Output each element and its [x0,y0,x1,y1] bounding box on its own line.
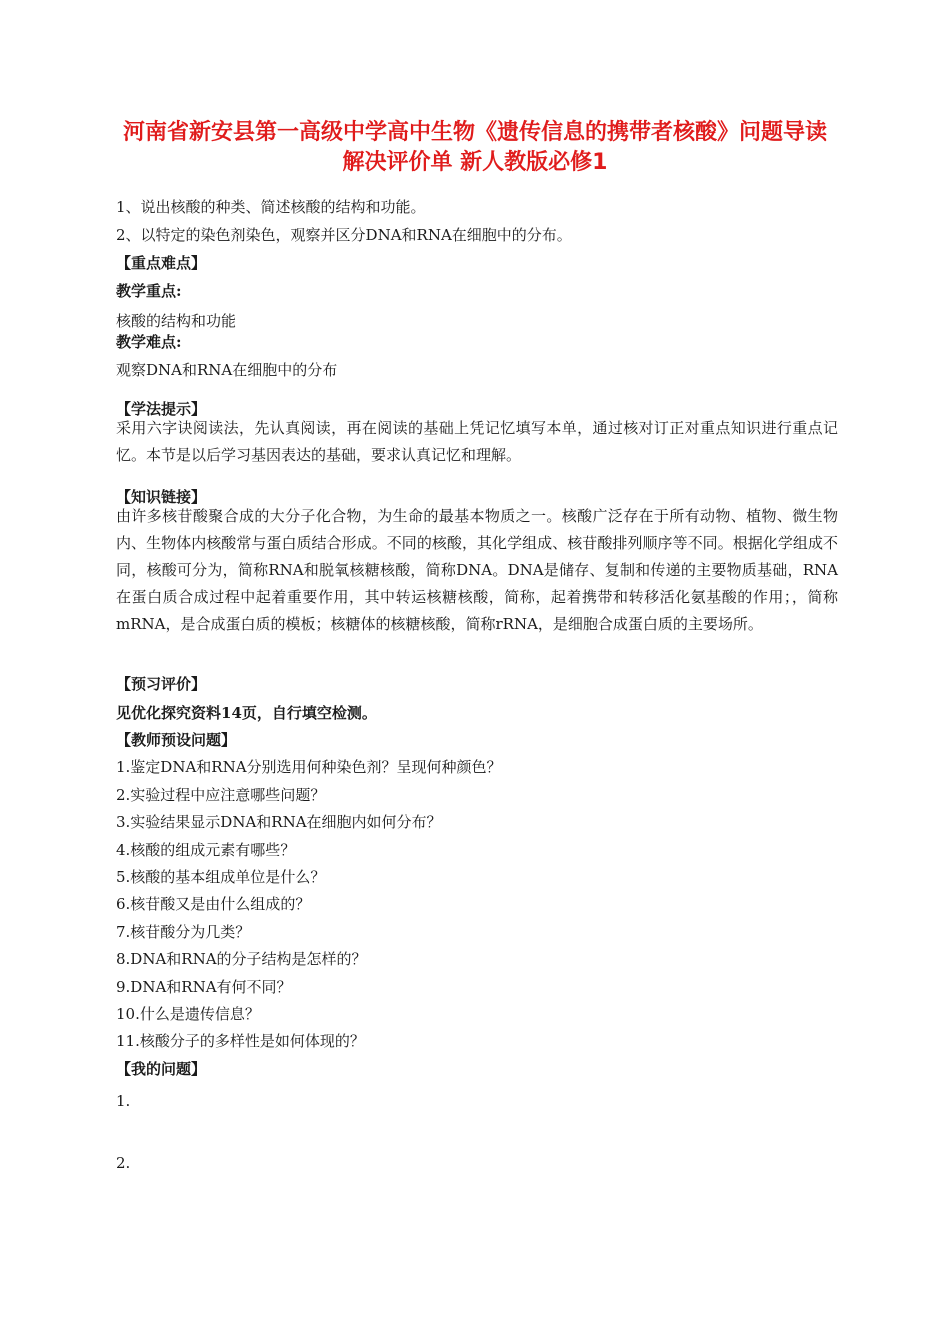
question-3: 3.实验结果显示DNA和RNA在细胞内如何分布？ [116,813,442,831]
preview-heading: 【预习评价】 [116,675,207,693]
question-4: 4.核酸的组成元素有哪些？ [116,841,296,859]
teacher-questions-heading: 【教师预设问题】 [116,731,237,749]
difficult-text: 观察DNA和RNA在细胞中的分布 [116,361,338,379]
objective-1: 1、说出核酸的种类、简述核酸的结构和功能。 [116,198,426,216]
question-10: 10.什么是遗传信息？ [116,1005,260,1023]
key-text: 核酸的结构和功能 [116,312,237,330]
knowledge-text: 由许多核苷酸聚合成的大分子化合物，为生命的最基本物质之一。核酸广泛存在于所有动物、植物、微生物内、生物体内核酸常与蛋白质结合形成。不同的核酸，其化学组成、核苷酸排列顺序等不同。根据化学组成不同，核酸可分为，简称RNA和脱氧核糖核酸，简称DNA。DNA是储存、复制和传递的主要物质基础，RNA在蛋白质合成过程中起着重要作用，其中转运核糖核酸，简称，起着携带和转移活化氨基酸的作用；，简称mRNA，是合成蛋白质的模板；核糖体的核糖核酸，简称rRNA，是细胞合成蛋白质的主要场所。 [116,507,838,633]
question-8: 8.DNA和RNA的分子结构是怎样的？ [116,950,367,968]
my-question-1: 1. [116,1092,131,1110]
question-11: 11.核酸分子的多样性是如何体现的？ [116,1032,365,1050]
title-line-1: 河南省新安县第一高级中学高中生物《遗传信息的携带者核酸》问题导读 [122,120,827,145]
study-tips-text: 采用六字诀阅读法，先认真阅读，再在阅读的基础上凭记忆填写本单，通过核对订正对重点知识进行重点记忆。本节是以后学习基因表达的基础，要求认真记忆和理解。 [116,419,838,464]
question-7: 7.核苷酸分为几类？ [116,923,251,941]
objective-2: 2、以特定的染色剂染色，观察并区分DNA和RNA在细胞中的分布。 [116,226,572,244]
study-tips-heading: 【学法提示】 [116,400,207,418]
key-label: 教学重点: [116,282,182,300]
document-title [100,118,850,178]
difficult-label: 教学难点: [116,333,182,351]
title-line-2: 解决评价单 新人教版必修1 [342,150,608,175]
my-question-2: 2. [116,1154,131,1172]
my-questions-heading: 【我的问题】 [116,1060,207,1078]
question-5: 5.核酸的基本组成单位是什么？ [116,868,326,886]
knowledge-heading: 【知识链接】 [116,488,207,506]
question-1: 1.鉴定DNA和RNA分别选用何种染色剂？呈现何种颜色？ [116,758,502,776]
key-difficult-heading: 【重点难点】 [116,254,207,272]
preview-text: 见优化探究资料14页，自行填空检测。 [116,704,377,722]
question-6: 6.核苷酸又是由什么组成的？ [116,895,311,913]
question-2: 2.实验过程中应注意哪些问题？ [116,786,326,804]
question-9: 9.DNA和RNA有何不同？ [116,978,292,996]
